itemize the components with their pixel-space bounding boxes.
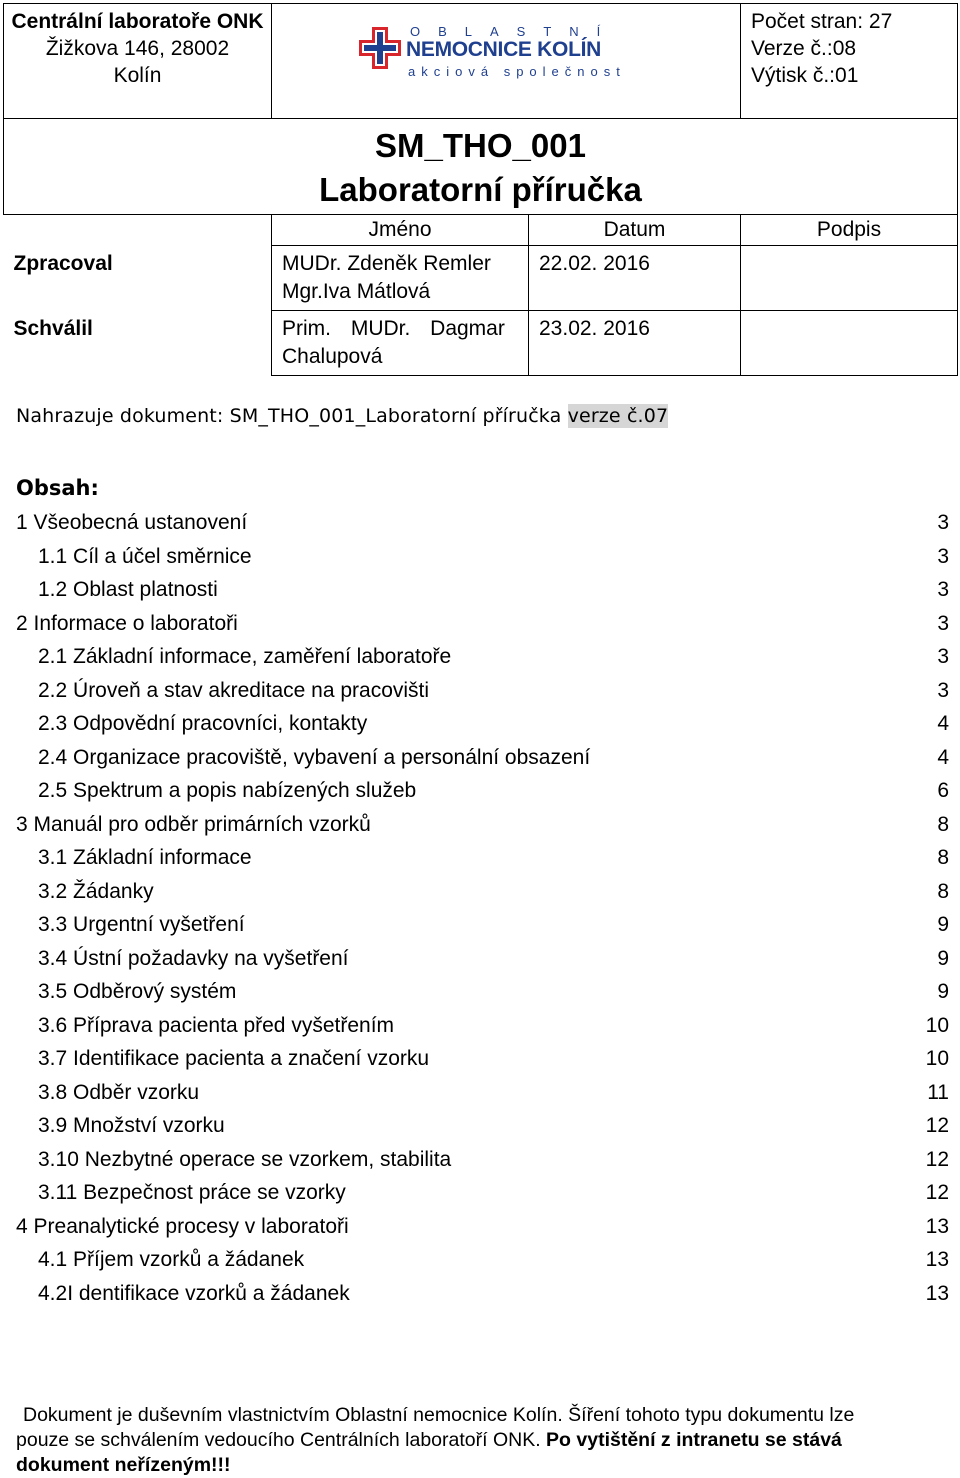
prepared-label: Zpracoval xyxy=(4,246,272,311)
toc-entry-label: 2.2 Úroveň a stav akreditace na pracovišti xyxy=(38,678,430,702)
prepared-name-1: MUDr. Zdeněk Remler xyxy=(282,252,491,275)
toc-entry-page: 12 xyxy=(925,1114,949,1137)
print-number: Výtisk č.:01 xyxy=(751,64,859,87)
toc-entry-label: 2.4 Organizace pracoviště, vybavení a personální obsazení xyxy=(38,745,591,769)
toc-entry-label: 3.8 Odběr vzorku xyxy=(38,1080,200,1104)
toc-entry[interactable] xyxy=(16,1042,949,1076)
footer-line-2: pouze se schválením vedoucího Centrálních laboratoří ONK. xyxy=(16,1429,547,1451)
toc-entry-page: 4 xyxy=(937,745,949,769)
column-header-signature: Podpis xyxy=(741,215,958,246)
replaces-text: Nahrazuje dokument: SM_THO_001_Laboratorní příručka xyxy=(16,405,568,427)
approved-date: 23.02. 2016 xyxy=(529,311,741,376)
toc-entry[interactable] xyxy=(16,1210,949,1244)
toc-entry-label: 3.3 Urgentní vyšetření xyxy=(38,913,245,936)
toc-entry-page: 6 xyxy=(937,779,949,802)
toc-entry-page: 13 xyxy=(925,1214,949,1238)
prepared-names xyxy=(272,246,529,311)
document-title: Laboratorní příručka xyxy=(319,171,642,208)
toc-entry-page: 11 xyxy=(927,1080,949,1104)
lab-city: Kolín xyxy=(113,64,162,87)
toc-entry-page: 10 xyxy=(925,1013,949,1037)
toc-entry[interactable] xyxy=(16,1176,949,1210)
toc-entry-label: 3.9 Množství vzorku xyxy=(38,1114,225,1137)
lab-info-cell xyxy=(4,4,272,119)
toc-entry[interactable] xyxy=(16,1109,949,1143)
toc-entry-label: 2 Informace o laboratoři xyxy=(16,611,238,635)
document-meta-cell xyxy=(741,4,958,119)
toc-entry-page: 3 xyxy=(937,611,949,635)
toc-entry-label: 3.5 Odběrový systém xyxy=(38,980,237,1003)
version-number: Verze č.:08 xyxy=(751,37,857,60)
toc-entry[interactable] xyxy=(16,741,949,775)
toc-entry[interactable] xyxy=(16,774,949,808)
column-header-name: Jméno xyxy=(272,215,529,246)
toc-entry-page: 12 xyxy=(925,1181,949,1204)
table-of-contents xyxy=(16,506,949,1310)
toc-entry-page: 10 xyxy=(925,1047,949,1070)
toc-entry[interactable] xyxy=(16,640,949,674)
document-title-cell xyxy=(4,119,958,215)
toc-entry[interactable] xyxy=(16,975,949,1009)
logo-cell xyxy=(272,4,741,119)
approved-name-1: Prim. MUDr. Dagmar xyxy=(282,317,505,340)
document-code: SM_THO_001 xyxy=(375,127,586,164)
logo-line-3: akciová společnost xyxy=(408,64,626,79)
empty-header-cell xyxy=(4,215,272,246)
toc-entry-page: 3 xyxy=(937,544,949,568)
footer-line-3-bold: dokument neřízeným!!! xyxy=(16,1454,231,1476)
toc-entry-label: 3.4 Ústní požadavky na vyšetření xyxy=(38,946,349,970)
toc-entry-label: 2.5 Spektrum a popis nabízených služeb xyxy=(38,779,417,802)
toc-entry-page: 3 xyxy=(937,511,949,534)
prepared-name-2: Mgr.Iva Mátlová xyxy=(282,280,431,303)
document-header-table xyxy=(3,3,958,376)
toc-entry[interactable] xyxy=(16,674,949,708)
toc-entry-page: 8 xyxy=(937,879,949,903)
toc-entry[interactable] xyxy=(16,540,949,574)
approved-signature xyxy=(741,311,958,376)
toc-entry[interactable] xyxy=(16,908,949,942)
logo-line-2: NEMOCNICE KOLÍN xyxy=(406,38,602,61)
medical-cross-icon xyxy=(358,26,402,70)
toc-entry-label: 3.2 Žádanky xyxy=(38,879,154,903)
page-count: Počet stran: 27 xyxy=(751,10,893,33)
hospital-logo xyxy=(358,24,626,79)
column-header-date: Datum xyxy=(529,215,741,246)
toc-entry-page: 12 xyxy=(925,1147,949,1171)
toc-entry[interactable] xyxy=(16,1277,949,1311)
prepared-signature xyxy=(741,246,958,311)
toc-entry-page: 9 xyxy=(937,980,949,1003)
toc-entry-page: 13 xyxy=(925,1248,949,1271)
toc-entry-page: 13 xyxy=(925,1281,949,1305)
toc-entry-label: 3.1 Základní informace xyxy=(38,846,252,869)
toc-entry-page: 4 xyxy=(937,712,949,735)
approved-name-2: Chalupová xyxy=(282,345,383,368)
toc-entry-label: 2.3 Odpovědní pracovníci, kontakty xyxy=(38,712,368,735)
toc-entry[interactable] xyxy=(16,942,949,976)
footer-line-2-bold: Po vytištění z intranetu se stává xyxy=(546,1429,842,1451)
replaces-document-note xyxy=(16,405,668,427)
toc-entry[interactable] xyxy=(16,808,949,842)
approved-label: Schválil xyxy=(4,311,272,376)
prepared-date: 22.02. 2016 xyxy=(529,246,741,311)
toc-entry-label: 3.6 Příprava pacienta před vyšetřením xyxy=(38,1013,395,1037)
toc-entry[interactable] xyxy=(16,1243,949,1277)
toc-entry-label: 2.1 Základní informace, zaměření laboratoře xyxy=(38,645,452,668)
toc-entry-label: 4.2I dentifikace vzorků a žádanek xyxy=(38,1281,350,1305)
toc-entry[interactable] xyxy=(16,1009,949,1043)
toc-entry-label: 3.7 Identifikace pacienta a značení vzorku xyxy=(38,1047,430,1070)
toc-entry-label: 3 Manuál pro odběr primárních vzorků xyxy=(16,812,371,836)
approved-names xyxy=(272,311,529,376)
toc-entry-page: 3 xyxy=(937,578,949,601)
toc-entry-page: 8 xyxy=(937,846,949,869)
toc-entry[interactable] xyxy=(16,707,949,741)
toc-entry[interactable] xyxy=(16,607,949,641)
toc-entry[interactable] xyxy=(16,875,949,909)
toc-entry-page: 3 xyxy=(937,645,949,668)
toc-entry-page: 9 xyxy=(937,913,949,936)
toc-entry-label: 1.2 Oblast platnosti xyxy=(38,578,218,601)
toc-entry-label: 4.1 Příjem vzorků a žádanek xyxy=(38,1248,305,1271)
toc-entry-label: 1.1 Cíl a účel směrnice xyxy=(38,544,252,568)
toc-entry[interactable] xyxy=(16,841,949,875)
toc-entry-page: 8 xyxy=(937,812,949,836)
toc-entry-label: 1 Všeobecná ustanovení xyxy=(16,511,248,534)
toc-entry-label: 4 Preanalytické procesy v laboratoři xyxy=(16,1214,349,1238)
replaces-version-highlight: verze č.07 xyxy=(567,405,669,427)
logo-line-1: OBLASTNÍ xyxy=(410,24,619,39)
toc-entry-page: 9 xyxy=(937,946,949,970)
lab-address: Žižkova 146, 28002 xyxy=(45,37,230,60)
toc-title: Obsah: xyxy=(16,476,99,500)
toc-entry[interactable] xyxy=(16,1076,949,1110)
toc-entry[interactable] xyxy=(16,506,949,540)
footer-notice xyxy=(16,1403,916,1478)
toc-entry-label: 3.10 Nezbytné operace se vzorkem, stabilita xyxy=(38,1147,452,1171)
footer-line-1: Dokument je duševním vlastnictvím Oblastní nemocnice Kolín. Šíření tohoto typu dokumentu lze xyxy=(23,1404,855,1426)
toc-entry[interactable] xyxy=(16,1143,949,1177)
toc-entry-page: 3 xyxy=(937,678,949,702)
toc-entry-label: 3.11 Bezpečnost práce se vzorky xyxy=(38,1181,346,1204)
lab-name: Centrální laboratoře ONK xyxy=(11,10,264,33)
toc-entry[interactable] xyxy=(16,573,949,607)
